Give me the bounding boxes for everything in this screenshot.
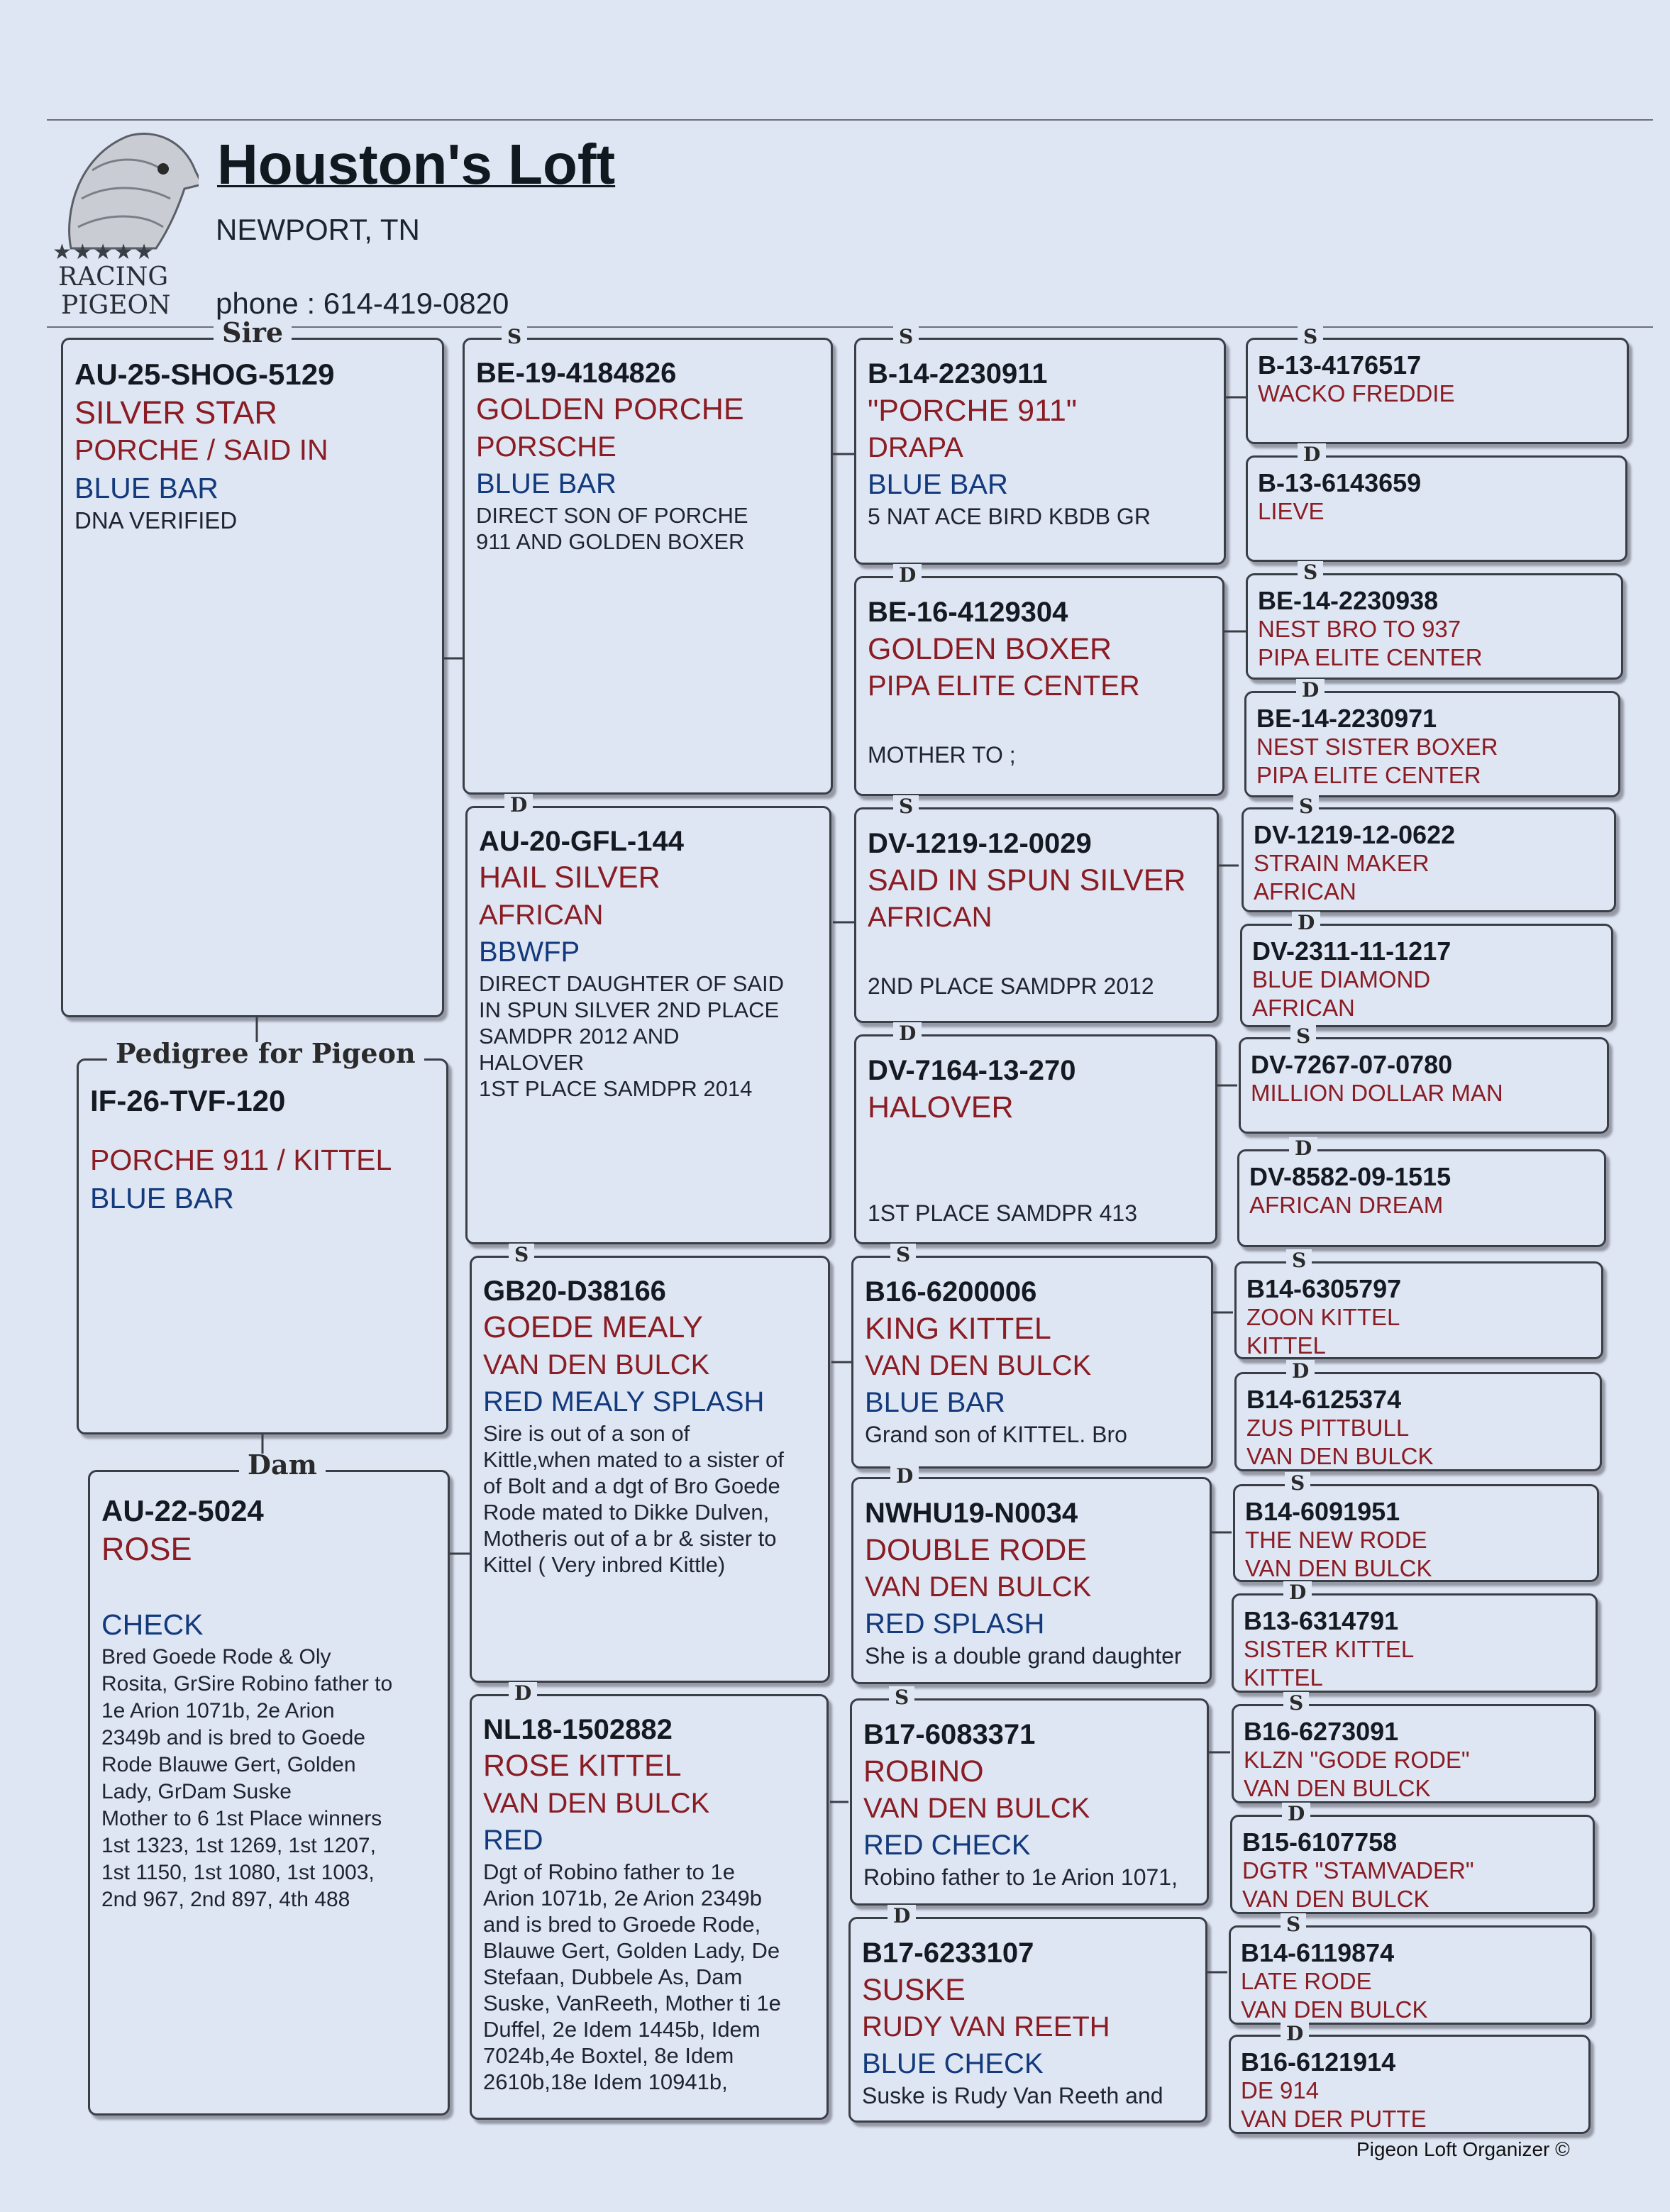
strain: KITTEL (1246, 1332, 1326, 1359)
ring-number: B13-6314791 (1244, 1606, 1399, 1635)
strain: VAN DEN BULCK (483, 1788, 710, 1819)
pigeon-name: WACKO FREDDIE (1258, 380, 1455, 407)
pigeon-name: "PORCHE 911" (868, 394, 1077, 428)
ring-number: DV-1219-12-0029 (868, 828, 1092, 859)
strain: AFRICAN (1254, 878, 1356, 905)
ggg-8-card[interactable] (1237, 1137, 1606, 1247)
sire-card[interactable] (61, 316, 444, 1017)
dam-marker: D (1283, 1581, 1312, 1604)
ring-number: B16-6273091 (1244, 1717, 1399, 1746)
dam-marker: D (509, 1682, 537, 1705)
ggg-14-card[interactable] (1230, 1802, 1595, 1914)
ggg-4-card[interactable] (1244, 678, 1620, 797)
color: RED SPLASH (865, 1608, 1045, 1639)
ring-number: B16-6200006 (865, 1276, 1037, 1307)
pigeon-name: HALOVER (868, 1090, 1014, 1124)
notes: 2ND PLACE SAMDPR 2012 (868, 973, 1154, 999)
dam-marker: D (893, 564, 922, 587)
ggg-15-card[interactable] (1229, 1913, 1592, 2025)
strain: PORCHE 911 / KITTEL (90, 1144, 392, 1176)
strain: VAN DEN BULCK (1245, 1555, 1432, 1581)
color (868, 704, 1215, 741)
pigeon-name: ZOON KITTEL (1246, 1304, 1400, 1330)
strain: VAN DEN BULCK (483, 1349, 710, 1381)
pigeon-name: LATE RODE (1241, 1968, 1372, 1994)
loft-title: Houston's Loft (217, 133, 616, 196)
ring-number: BE-19-4184826 (476, 358, 677, 389)
pigeon-name: ROSE KITTEL (483, 1749, 682, 1783)
color (868, 936, 1210, 973)
sire-marker: S (1283, 1692, 1309, 1715)
pigeon-name: DGTR "STAMVADER" (1242, 1857, 1474, 1884)
color: RED MEALY SPLASH (483, 1386, 765, 1417)
ggg-3-card[interactable] (1246, 560, 1623, 680)
notes: DIRECT DAUGHTER OF SAID IN SPUN SILVER 2ND PLACE SAMDPR 2012 AND HALOVER 1ST PLACE SAMDPR 2014 (479, 971, 785, 1101)
ring-number: BE-14-2230971 (1256, 704, 1437, 733)
strain: VAN DEN BULCK (1246, 1443, 1434, 1469)
dam-marker: D (893, 1022, 922, 1045)
strain: VAN DEN BULCK (865, 1571, 1092, 1603)
pigeon-name: HAIL SILVER (479, 861, 660, 895)
granddam-paternal-card[interactable] (465, 793, 831, 1244)
strain: PORCHE / SAID IN (74, 433, 328, 466)
dam-marker: D (1281, 2023, 1309, 2045)
pigeon-name: GOEDE MEALY (483, 1310, 703, 1344)
pigeon-name: SILVER STAR (74, 394, 277, 431)
ring-number: NWHU19-N0034 (865, 1498, 1078, 1529)
strain: PORSCHE (476, 431, 616, 463)
great-grandparent-4-card[interactable] (854, 1022, 1217, 1244)
great-grandparent-3-card[interactable] (854, 795, 1219, 1023)
ggg-7-card[interactable] (1239, 1024, 1609, 1134)
strain: VAN DEN BULCK (1241, 1996, 1428, 2023)
color: BLUE BAR (74, 472, 219, 504)
dam-label: Dam (239, 1454, 326, 1476)
pigeon-name: DOUBLE RODE (865, 1533, 1088, 1567)
strain: AFRICAN (868, 902, 992, 933)
dam-marker: D (1298, 443, 1326, 466)
ggg-11-card[interactable] (1233, 1471, 1599, 1582)
dam-marker: D (504, 794, 533, 817)
ggg-10-card[interactable] (1234, 1359, 1602, 1471)
ggg-5-card[interactable] (1242, 795, 1616, 912)
pigeon-name: GOLDEN PORCHE (476, 392, 744, 426)
dam-marker: D (1289, 1137, 1317, 1160)
strain: VAN DER PUTTE (1241, 2106, 1427, 2132)
notes: Bred Goede Rode & Oly Rosita, GrSire Robino father to 1e Arion 1071b, 2e Arion 2349b and is bred to Goede Rode Blauwe Gert, Golden Lady, GrDam Suske Mother to 6 1st Place winners 1st 1323, 1st 1269, 1st 1207, 1st 1150, 1st 1080, 1st 1003, 2nd 967, 2nd 897, 4th 488 (101, 1645, 393, 1911)
great-grandparent-6-card[interactable] (851, 1464, 1212, 1684)
pigeon-name: MILLION DOLLAR MAN (1251, 1080, 1503, 1106)
color: CHECK (101, 1608, 204, 1641)
ring-number: DV-7164-13-270 (868, 1055, 1076, 1086)
pigeon-name: NEST BRO TO 937 (1258, 616, 1461, 642)
strain: VAN DEN BULCK (1242, 1886, 1430, 1912)
pigeon-name: SUSKE (862, 1973, 966, 2007)
ggg-9-card[interactable] (1234, 1249, 1603, 1359)
loft-phone: phone : 614-419-0820 (216, 287, 509, 320)
pigeon-name: ROBINO (863, 1754, 984, 1788)
notes: MOTHER TO ; (868, 742, 1016, 768)
ring-number: B-13-6143659 (1258, 468, 1422, 497)
dam-marker: D (1292, 912, 1320, 934)
notes: 5 NAT ACE BIRD KBDB GR (868, 504, 1151, 529)
notes: Suske is Rudy Van Reeth and (862, 2083, 1163, 2108)
color: RED (483, 1825, 543, 1856)
logo-stars: ★★★★★ (52, 240, 155, 264)
notes: DIRECT SON OF PORCHE 911 AND GOLDEN BOXER (476, 503, 748, 554)
sire-marker: S (1290, 1025, 1316, 1048)
strain: VAN DEN BULCK (1244, 1775, 1431, 1801)
sire-marker: S (893, 795, 919, 818)
ring-number: DV-7267-07-0780 (1251, 1050, 1453, 1079)
ring-number: B14-6305797 (1246, 1274, 1402, 1303)
sire-marker: S (1298, 326, 1323, 348)
ring-number: DV-2311-11-1217 (1252, 936, 1451, 966)
pigeon-name: LIEVE (1258, 498, 1325, 524)
pigeon-name: KLZN "GODE RODE" (1244, 1747, 1470, 1773)
notes: DNA VERIFIED (74, 507, 238, 533)
ring-number: B17-6233107 (862, 1937, 1034, 1969)
pigeon-name: DE 914 (1241, 2077, 1320, 2103)
strain: AFRICAN (479, 900, 604, 931)
ggg-6-card[interactable] (1240, 911, 1613, 1027)
notes: 1ST PLACE SAMDPR 413 (868, 1200, 1138, 1226)
strain: KITTEL (1244, 1664, 1323, 1691)
color (868, 1163, 1208, 1200)
great-grandparent-7-card[interactable] (850, 1686, 1209, 1906)
ggg-12-card[interactable] (1232, 1581, 1598, 1693)
sire-marker: S (509, 1244, 534, 1266)
ring-number: B17-6083371 (863, 1719, 1036, 1750)
ring-number: DV-1219-12-0622 (1254, 820, 1456, 849)
color: RED CHECK (863, 1830, 1031, 1861)
pedigree-for-label: Pedigree for Pigeon (107, 1042, 424, 1065)
dam-marker: D (890, 1465, 919, 1488)
grandsire-paternal-card[interactable] (463, 325, 833, 795)
subject-card[interactable] (77, 1037, 448, 1434)
pigeon-name: BLUE DIAMOND (1252, 966, 1431, 992)
sire-marker: S (1293, 795, 1319, 818)
logo-text-2: PIGEON (61, 291, 171, 320)
ring-number: NL18-1502882 (483, 1714, 673, 1745)
ring-number: BE-16-4129304 (868, 597, 1068, 628)
loft-location: NEWPORT, TN (216, 213, 420, 246)
strain: VAN DEN BULCK (865, 1350, 1092, 1381)
great-grandparent-1-card[interactable] (854, 325, 1226, 565)
pigeon-name: THE NEW RODE (1245, 1527, 1427, 1553)
dam-marker: D (1296, 679, 1325, 702)
ring-number: B15-6107758 (1242, 1827, 1398, 1857)
pigeon-name: NEST SISTER BOXER (1256, 734, 1498, 760)
sire-marker: S (502, 326, 527, 348)
ring-number: GB20-D38166 (483, 1276, 666, 1307)
strain: DRAPA (868, 432, 963, 463)
color: BLUE CHECK (862, 2048, 1044, 2079)
logo-text-1: RACING (58, 262, 169, 292)
ring-number: AU-25-SHOG-5129 (74, 358, 335, 391)
ring-number: B16-6121914 (1241, 2047, 1396, 2076)
strain: RUDY VAN REETH (862, 2011, 1110, 2042)
color: BLUE BAR (90, 1182, 234, 1215)
strain: PIPA ELITE CENTER (1256, 762, 1481, 788)
ring-number: B14-6091951 (1245, 1497, 1400, 1526)
sire-marker: S (1285, 1472, 1310, 1495)
strain (868, 1126, 1208, 1163)
pigeon-name: KING KITTEL (865, 1312, 1051, 1346)
dam-marker: D (1282, 1803, 1310, 1825)
pigeon-name: SAID IN SPUN SILVER (868, 863, 1186, 897)
strain: VAN DEN BULCK (863, 1793, 1090, 1824)
ring-number: AU-22-5024 (101, 1494, 264, 1527)
ring-number: B14-6125374 (1246, 1385, 1402, 1414)
sire-marker: S (1298, 561, 1323, 584)
dam-marker: D (1286, 1360, 1315, 1383)
color: BBWFP (479, 936, 580, 968)
great-grandparent-5-card[interactable] (851, 1243, 1213, 1469)
color: BLUE BAR (476, 468, 616, 499)
ring-number: BE-14-2230938 (1258, 586, 1439, 615)
pigeon-name: ROSE (101, 1531, 192, 1567)
ring-number: AU-20-GFL-144 (479, 826, 684, 857)
strain: AFRICAN (1252, 995, 1355, 1021)
notes: Grand son of KITTEL. Bro (865, 1422, 1127, 1447)
sire-marker: S (889, 1686, 914, 1709)
dam-marker: D (887, 1905, 916, 1928)
ring-number: B14-6119874 (1241, 1938, 1395, 1967)
ggg-13-card[interactable] (1232, 1691, 1596, 1803)
sire-marker: S (1281, 1913, 1306, 1936)
dam-card[interactable] (88, 1449, 450, 2116)
strain (101, 1568, 441, 1605)
great-grandparent-8-card[interactable] (848, 1904, 1207, 2123)
color: BLUE BAR (865, 1387, 1005, 1418)
footer-credit: Pigeon Loft Organizer © (1356, 2138, 1570, 2160)
ggg-2-card[interactable] (1246, 443, 1627, 562)
ggg-1-card[interactable] (1246, 325, 1629, 444)
sire-label: Sire (214, 321, 292, 344)
pigeon-name: AFRICAN DREAM (1249, 1192, 1444, 1218)
grandsire-maternal-card[interactable] (470, 1243, 830, 1683)
sire-marker: S (1286, 1249, 1312, 1272)
color: BLUE BAR (868, 469, 1008, 500)
ring-number: DV-8582-09-1515 (1249, 1162, 1451, 1191)
notes: She is a double grand daughter (865, 1643, 1182, 1669)
pigeon-name: STRAIN MAKER (1254, 850, 1430, 876)
notes: Sire is out of a son of Kittle,when mated to a sister of of Bolt and a dgt of Bro Goede Rode mated to Dikke Dulven, Motheris out of a br & sister to Kittel ( Very inbred Kittle) (483, 1421, 784, 1577)
ggg-16-card[interactable] (1229, 2022, 1591, 2134)
sire-marker: S (890, 1244, 916, 1266)
strain: PIPA ELITE CENTER (1258, 644, 1483, 670)
pigeon-name: GOLDEN BOXER (868, 632, 1112, 666)
notes: Robino father to 1e Arion 1071, (863, 1864, 1178, 1890)
ring-number: B-14-2230911 (868, 358, 1048, 389)
ring-number: B-13-4176517 (1258, 350, 1422, 380)
pigeon-name: SISTER KITTEL (1244, 1636, 1415, 1662)
great-grandparent-2-card[interactable] (854, 563, 1224, 796)
notes: Dgt of Robino father to 1e Arion 1071b, 2e Arion 2349b and is bred to Groede Rode, Blauwe Gert, Golden Lady, De Stefaan, Dubbele As, Dam Suske, VanReeth, Mother ti 1e Duffel, 2e Idem 1445b, Idem 7024b,4e Boxtel, 8e Idem 2610b,18e Idem 10941b, (483, 1859, 781, 2094)
strain: PIPA ELITE CENTER (868, 670, 1140, 702)
sire-marker: S (893, 326, 919, 348)
ring-number: IF-26-TVF-120 (90, 1084, 286, 1117)
granddam-maternal-card[interactable] (470, 1681, 829, 2120)
pigeon-name: ZUS PITTBULL (1246, 1415, 1410, 1441)
